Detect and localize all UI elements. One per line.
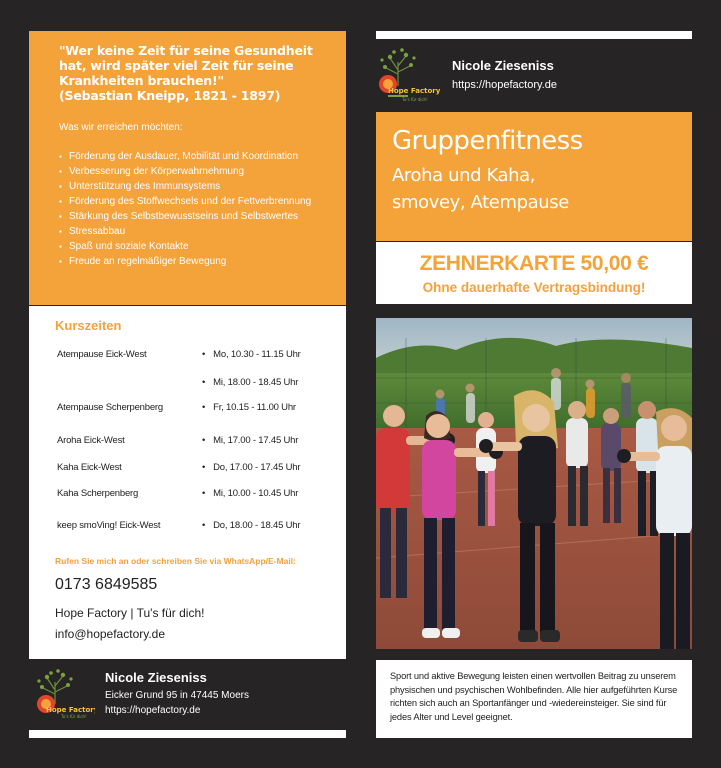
svg-text:Hope Factory: Hope Factory: [388, 87, 441, 95]
slogan: Hope Factory | Tu's für dich!: [55, 606, 205, 620]
goal-item: ▪ Unterstützung des Immunsystems: [59, 181, 330, 194]
description-panel: [376, 660, 692, 738]
goal-item: ▪ Verbesserung der Körperwahrnehmung: [59, 166, 330, 179]
goal-item: ▪ Förderung des Stoffwechsels und der Fettverbrennung: [59, 196, 330, 209]
contract-note: Ohne dauerhafte Vertragsbindung!: [422, 280, 646, 295]
goal-item: ▪ Freude an regelmäßiger Bewegung: [59, 256, 330, 269]
course-time: • Mi, 10.00 - 10.45 Uhr: [202, 488, 362, 499]
goal-item: ▪ Förderung der Ausdauer, Mobilität und Koordination: [59, 151, 330, 164]
schedule-heading: Kurszeiten: [55, 318, 122, 333]
title-panel: [376, 112, 692, 241]
course-time: • Mi, 17.00 - 17.45 Uhr: [202, 435, 362, 446]
goals-intro: Was wir erreichen möchten:: [59, 122, 183, 133]
course-time: • Do, 17.00 - 17.45 Uhr: [202, 462, 362, 473]
course-name: Atempause Eick-West: [57, 349, 147, 360]
main-title: Gruppenfitness: [392, 126, 583, 156]
hope-factory-logo: [376, 46, 442, 109]
card-address: Eicker Grund 95 in 47445 Moers: [105, 690, 249, 701]
goal-item: ▪ Stärkung des Selbstbewusstseins und Selbstwertes: [59, 211, 330, 224]
header-name: Nicole Zieseniss: [452, 58, 554, 73]
goal-item: ▪ Spaß und soziale Kontakte: [59, 241, 330, 254]
top-white-bar: [376, 31, 692, 39]
course-time: • Mo, 10.30 - 11.15 Uhr: [202, 349, 362, 360]
goals-list: [59, 151, 330, 269]
goal-item: ▪ Stressabbau: [59, 226, 330, 239]
price-label: ZEHNERKARTE 50,00 €: [419, 252, 649, 275]
svg-text:Hope Factory: Hope Factory: [46, 706, 95, 714]
business-card: [29, 660, 346, 738]
description-text: Sport und aktive Bewegung leisten einen wertvollen Beitrag zu unserem physischen und psychischen Wohlbefinden. Alle hier aufgeführten Kurse richten sich auch an Sportanfänger und -wiedereinsteiger. Sie sind für jedes Alter und Level geeignet.: [390, 671, 678, 722]
kneipp-quote: "Wer keine Zeit für seine Gesundheit hat, wird später viel Zeit für seine Krankheiten brauchen!" (Sebastian Kneipp, 1821 - 1897): [59, 43, 313, 103]
course-time: • Fr, 10.15 - 11.00 Uhr: [202, 402, 362, 413]
course-name: Aroha Eick-West: [57, 435, 125, 446]
hope-factory-logo: [29, 666, 95, 727]
email-link[interactable]: info@hopefactory.de: [55, 627, 166, 641]
course-time: • Mi, 18.00 - 18.45 Uhr: [202, 377, 362, 388]
course-name: Kaha Scherpenberg: [57, 488, 139, 499]
quote-panel: [29, 31, 346, 305]
course-name: Atempause Scherpenberg: [57, 402, 163, 413]
price-panel: [376, 242, 692, 304]
card-url[interactable]: https://hopefactory.de: [105, 705, 201, 716]
course-time: • Do, 18.00 - 18.45 Uhr: [202, 520, 362, 531]
card-name: Nicole Zieseniss: [105, 670, 207, 685]
course-name: Kaha Eick-West: [57, 462, 122, 473]
schedule-panel: [29, 306, 346, 659]
svg-text:Tu's für dich!: Tu's für dich!: [402, 97, 428, 102]
phone-number[interactable]: 0173 6849585: [55, 576, 158, 593]
header-url[interactable]: https://hopefactory.de: [452, 79, 557, 91]
fitness-group-photo: [376, 318, 692, 649]
contact-cta: Rufen Sie mich an oder schreiben Sie via WhatsApp/E-Mail:: [55, 556, 296, 566]
subtitle: Aroha und Kaha, smovey, Atempause: [392, 165, 569, 213]
svg-text:Tu's für dich!: Tu's für dich!: [61, 714, 87, 719]
course-name: keep smoVing! Eick-West: [57, 520, 161, 531]
